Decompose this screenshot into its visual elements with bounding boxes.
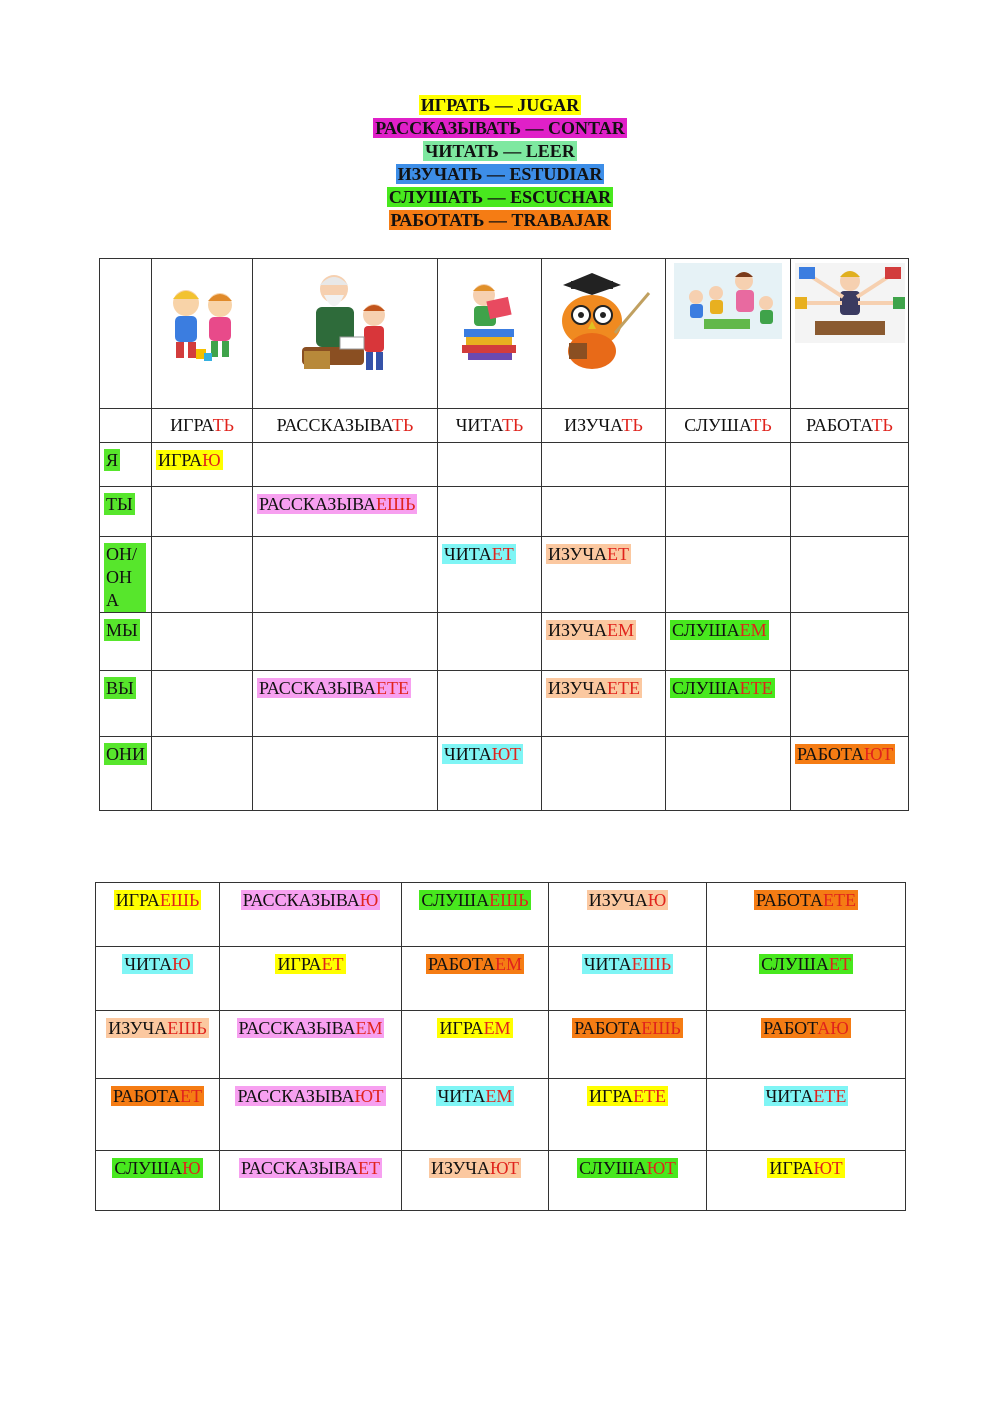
answer-drop-cell[interactable]	[791, 443, 909, 487]
conjugated-word[interactable]	[257, 494, 417, 514]
draggable-word-option[interactable]	[419, 890, 530, 910]
word-stem: ЧИТА	[124, 954, 173, 974]
empty-cell	[100, 259, 152, 409]
word-stem: ЧИТА	[765, 1086, 814, 1106]
draggable-word-option[interactable]	[114, 890, 202, 910]
draggable-word-option[interactable]	[572, 1018, 683, 1038]
draggable-word-option[interactable]	[275, 954, 345, 974]
conjugated-word[interactable]	[670, 678, 775, 698]
draggable-word-option[interactable]	[754, 890, 858, 910]
option-cell	[402, 947, 549, 1011]
draggable-word-option[interactable]	[587, 890, 669, 910]
draggable-word-option[interactable]	[111, 1086, 204, 1106]
draggable-word-option[interactable]	[582, 954, 673, 974]
answer-drop-cell[interactable]	[542, 737, 666, 811]
infinitive-stem: СЛУША	[684, 415, 751, 435]
option-cell	[707, 1079, 906, 1151]
word-stem: РАССКАЗЫВА	[241, 1158, 358, 1178]
word-stem: СЛУША	[579, 1158, 647, 1178]
title-estudiar: ИЗУЧАТЬ — ESTUDIAR	[397, 164, 603, 184]
word-stem: РАБОТА	[427, 954, 496, 974]
option-cell	[707, 883, 906, 947]
children-listening-teacher-illustration	[674, 263, 782, 339]
draggable-word-option[interactable]	[764, 1086, 849, 1106]
pronoun-row	[100, 443, 909, 487]
word-ending: ЕШЬ	[167, 1018, 207, 1038]
infinitive-stem: ИЗУЧА	[564, 415, 622, 435]
busy-office-worker-illustration	[795, 263, 905, 343]
word-stem: СЛУША	[672, 678, 740, 698]
word-stem: ИГРА	[277, 954, 322, 974]
answer-options-table	[95, 882, 906, 1211]
word-ending: ЕМ	[485, 1086, 513, 1106]
word-stem: РАБОТА	[797, 744, 865, 764]
draggable-word-option[interactable]	[112, 1158, 202, 1178]
word-stem: ИЗУЧА	[108, 1018, 168, 1038]
infinitive-cell	[791, 409, 909, 443]
verb-image-cell	[791, 259, 909, 409]
word-stem: РАБОТА	[574, 1018, 642, 1038]
draggable-word-option[interactable]	[577, 1158, 678, 1178]
word-ending: ЮТ	[864, 744, 894, 764]
option-row	[96, 1151, 906, 1211]
word-stem: РАБОТА	[755, 890, 824, 910]
title-line	[0, 186, 1000, 209]
word-ending: ЕМ	[355, 1018, 383, 1038]
draggable-word-option[interactable]	[759, 954, 853, 974]
answer-drop-cell[interactable]	[666, 537, 791, 613]
conjugated-word[interactable]	[442, 744, 523, 764]
answer-drop-cell[interactable]	[791, 671, 909, 737]
pronoun-row	[100, 737, 909, 811]
filled-answer-cell[interactable]	[666, 613, 791, 671]
filled-answer-cell[interactable]	[542, 671, 666, 737]
word-stem: РАССКАЗЫВА	[259, 494, 376, 514]
pronoun-cell	[100, 737, 152, 811]
answer-drop-cell[interactable]	[542, 443, 666, 487]
word-ending: ЮТ	[354, 1086, 384, 1106]
word-stem: РАБОТ	[763, 1018, 818, 1038]
infinitive-stem: ЧИТА	[455, 415, 502, 435]
answer-drop-cell[interactable]	[152, 613, 253, 671]
word-stem: СЛУША	[114, 1158, 183, 1178]
option-cell	[402, 1079, 549, 1151]
word-ending: ЕТЕ	[813, 1086, 847, 1106]
verb-image-cell	[152, 259, 253, 409]
word-ending: ЕШЬ	[489, 890, 529, 910]
draggable-word-option[interactable]	[761, 1018, 851, 1038]
pronoun-label: МЫ	[106, 620, 138, 640]
word-stem: ИЗУЧА	[548, 678, 608, 698]
pronoun-label: ОНИ	[106, 744, 145, 764]
option-cell	[707, 1011, 906, 1079]
option-cell	[96, 1011, 220, 1079]
infinitive-ending: ТЬ	[501, 415, 524, 435]
option-cell	[549, 947, 707, 1011]
option-cell	[549, 1079, 707, 1151]
answer-drop-cell[interactable]	[542, 487, 666, 537]
word-ending: ЕТ	[607, 544, 630, 564]
title-escuchar: СЛУШАТЬ — ESCUCHAR	[388, 187, 612, 207]
verb-image-cell	[666, 259, 791, 409]
word-ending: ЕШЬ	[375, 494, 416, 514]
infinitive-stem: РАССКАЗЫВА	[276, 415, 393, 435]
title-line	[0, 94, 1000, 117]
option-cell	[549, 1011, 707, 1079]
pronoun-cell	[100, 613, 152, 671]
pronoun-label: ТЫ	[106, 494, 133, 514]
draggable-word-option[interactable]	[241, 890, 380, 910]
conjugated-word[interactable]	[442, 544, 516, 564]
infinitive-ending: ТЬ	[871, 415, 893, 435]
infinitive-cell	[152, 409, 253, 443]
infinitive-ending: ТЬ	[212, 415, 234, 435]
title-line	[0, 209, 1000, 232]
option-cell	[707, 947, 906, 1011]
word-ending: ЕТЕ	[607, 678, 641, 698]
pronoun-label: Я	[106, 450, 119, 470]
answer-drop-cell[interactable]	[438, 443, 542, 487]
word-ending: Ю	[359, 890, 379, 910]
option-cell	[402, 1011, 549, 1079]
filled-answer-cell[interactable]	[438, 737, 542, 811]
word-ending: АЮ	[817, 1018, 849, 1038]
option-cell	[549, 883, 707, 947]
filled-answer-cell[interactable]	[542, 613, 666, 671]
conjugated-word[interactable]	[257, 678, 411, 698]
title-trabajar: РАБОТАТЬ — TRABAJAR	[390, 210, 610, 230]
word-ending: ЕМ	[607, 620, 635, 640]
title-contar: РАССКАЗЫВАТЬ — CONTAR	[375, 118, 625, 138]
option-cell	[96, 1151, 220, 1211]
option-row	[96, 1011, 906, 1079]
word-stem: ИГРА	[158, 450, 203, 470]
answer-drop-cell[interactable]	[152, 671, 253, 737]
word-ending: ЕШЬ	[641, 1018, 681, 1038]
verb-image-cell	[253, 259, 438, 409]
title-line	[0, 117, 1000, 140]
option-cell	[707, 1151, 906, 1211]
draggable-word-option[interactable]	[239, 1158, 382, 1178]
answer-drop-cell[interactable]	[438, 487, 542, 537]
verb-image-cell	[438, 259, 542, 409]
answer-drop-cell[interactable]	[152, 737, 253, 811]
answer-drop-cell[interactable]	[253, 443, 438, 487]
illustration-row	[100, 259, 909, 409]
word-ending: Ю	[647, 890, 667, 910]
children-playing-illustration	[158, 279, 246, 367]
infinitive-ending: ТЬ	[392, 415, 414, 435]
infinitive-cell	[253, 409, 438, 443]
draggable-word-option[interactable]	[767, 1158, 844, 1178]
word-stem: РАССКАЗЫВА	[242, 890, 360, 910]
word-stem: ИЗУЧА	[430, 1158, 490, 1178]
filled-answer-cell[interactable]	[253, 487, 438, 537]
word-stem: ЧИТА	[444, 744, 492, 764]
word-ending: ЕТЕ	[739, 678, 773, 698]
infinitive-cell	[438, 409, 542, 443]
conjugated-word[interactable]	[670, 620, 769, 640]
word-ending: ЮТ	[489, 1158, 520, 1178]
option-cell	[220, 947, 402, 1011]
word-ending: ЕТЕ	[633, 1086, 667, 1106]
answer-drop-cell[interactable]	[253, 537, 438, 613]
pronoun-label: ОН/ ОНА	[104, 543, 146, 612]
answer-drop-cell[interactable]	[791, 487, 909, 537]
answer-drop-cell[interactable]	[253, 737, 438, 811]
draggable-word-option[interactable]	[235, 1086, 385, 1106]
answer-drop-cell[interactable]	[791, 613, 909, 671]
answer-drop-cell[interactable]	[438, 613, 542, 671]
option-cell	[220, 883, 402, 947]
conjugated-word[interactable]	[546, 620, 636, 640]
word-ending: ЕШЬ	[631, 954, 672, 974]
word-ending: ЕТ	[321, 954, 344, 974]
option-cell	[96, 947, 220, 1011]
word-ending: ЕМ	[483, 1018, 511, 1038]
word-ending: ЮТ	[646, 1158, 676, 1178]
word-stem: ИГРА	[439, 1018, 484, 1038]
option-row	[96, 883, 906, 947]
pronoun-cell	[100, 487, 152, 537]
option-cell	[96, 1079, 220, 1151]
empty-cell	[100, 409, 152, 443]
filled-answer-cell[interactable]	[253, 671, 438, 737]
word-ending: ЕМ	[495, 954, 523, 974]
pronoun-cell	[100, 537, 152, 613]
option-row	[96, 947, 906, 1011]
conjugated-word[interactable]	[156, 450, 223, 470]
word-ending: ЕШЬ	[159, 890, 200, 910]
filled-answer-cell[interactable]	[152, 443, 253, 487]
word-stem: ЧИТА	[444, 544, 492, 564]
filled-answer-cell[interactable]	[666, 671, 791, 737]
word-stem: ИГРА	[588, 1086, 634, 1106]
pronoun-row	[100, 671, 909, 737]
word-ending: Ю	[172, 954, 191, 974]
child-reading-books-illustration	[454, 279, 526, 361]
pronoun-cell	[100, 671, 152, 737]
filled-answer-cell[interactable]	[438, 537, 542, 613]
infinitive-stem: ИГРА	[170, 415, 213, 435]
word-ending: ЮТ	[491, 744, 521, 764]
word-ending: ЕТ	[491, 544, 514, 564]
pronoun-row	[100, 613, 909, 671]
answer-drop-cell[interactable]	[438, 671, 542, 737]
option-cell	[220, 1151, 402, 1211]
conjugated-word[interactable]	[546, 544, 631, 564]
pronoun-label: ВЫ	[106, 678, 134, 698]
word-ending: ЕТЕ	[375, 678, 409, 698]
filled-answer-cell[interactable]	[791, 737, 909, 811]
word-ending: ЕМ	[739, 620, 767, 640]
word-stem: ИЗУЧА	[588, 890, 648, 910]
draggable-word-option[interactable]	[437, 1018, 512, 1038]
draggable-word-option[interactable]	[429, 1158, 521, 1178]
infinitive-cell	[542, 409, 666, 443]
word-stem: ИЗУЧА	[548, 544, 608, 564]
infinitive-ending: ТЬ	[750, 415, 772, 435]
conjugated-word[interactable]	[546, 678, 642, 698]
grandfather-telling-story-illustration	[290, 267, 400, 379]
infinitive-stem: РАБОТА	[806, 415, 872, 435]
draggable-word-option[interactable]	[237, 1018, 385, 1038]
word-ending: ЕТ	[357, 1158, 380, 1178]
owl-professor-illustration	[549, 273, 659, 373]
word-stem: ИГРА	[115, 890, 160, 910]
answer-drop-cell[interactable]	[666, 737, 791, 811]
verb-title-list	[0, 94, 1000, 232]
infinitive-cell	[666, 409, 791, 443]
option-cell	[402, 1151, 549, 1211]
draggable-word-option[interactable]	[122, 954, 192, 974]
word-stem: ЧИТА	[583, 954, 632, 974]
option-cell	[549, 1151, 707, 1211]
word-ending: Ю	[182, 1158, 201, 1178]
infinitive-row	[100, 409, 909, 443]
title-jugar: ИГРАТЬ — JUGAR	[420, 95, 580, 115]
word-ending: Ю	[202, 450, 221, 470]
word-stem: СЛУША	[421, 890, 490, 910]
option-cell	[402, 883, 549, 947]
option-cell	[220, 1011, 402, 1079]
title-line	[0, 163, 1000, 186]
verb-image-cell	[542, 259, 666, 409]
answer-drop-cell[interactable]	[666, 443, 791, 487]
word-ending: ЕТ	[828, 954, 851, 974]
answer-drop-cell[interactable]	[791, 537, 909, 613]
word-stem: ЧИТА	[437, 1086, 486, 1106]
pronoun-cell	[100, 443, 152, 487]
word-stem: ИЗУЧА	[548, 620, 608, 640]
answer-drop-cell[interactable]	[666, 487, 791, 537]
infinitive-ending: ТЬ	[621, 415, 643, 435]
draggable-word-option[interactable]	[106, 1018, 209, 1038]
answer-drop-cell[interactable]	[253, 613, 438, 671]
option-cell	[96, 883, 220, 947]
word-stem: РАССКАЗЫВА	[259, 678, 376, 698]
word-stem: ИГРА	[769, 1158, 814, 1178]
draggable-word-option[interactable]	[436, 1086, 515, 1106]
answer-drop-cell[interactable]	[152, 537, 253, 613]
option-cell	[220, 1079, 402, 1151]
draggable-word-option[interactable]	[426, 954, 524, 974]
word-stem: РАБОТА	[112, 1086, 181, 1106]
word-stem: СЛУША	[761, 954, 829, 974]
conjugated-word[interactable]	[795, 744, 895, 764]
word-stem: РАССКАЗЫВА	[238, 1018, 356, 1038]
option-row	[96, 1079, 906, 1151]
word-stem: СЛУША	[672, 620, 740, 640]
pronoun-row	[100, 537, 909, 613]
filled-answer-cell[interactable]	[542, 537, 666, 613]
word-stem: РАССКАЗЫВА	[237, 1086, 355, 1106]
word-ending: ЕТ	[180, 1086, 203, 1106]
title-line	[0, 140, 1000, 163]
conjugation-table	[99, 258, 909, 811]
draggable-word-option[interactable]	[587, 1086, 668, 1106]
title-leer: ЧИТАТЬ — LEER	[425, 141, 575, 161]
answer-drop-cell[interactable]	[152, 487, 253, 537]
pronoun-row	[100, 487, 909, 537]
word-ending: ЮТ	[813, 1158, 843, 1178]
word-ending: ЕТЕ	[823, 890, 857, 910]
